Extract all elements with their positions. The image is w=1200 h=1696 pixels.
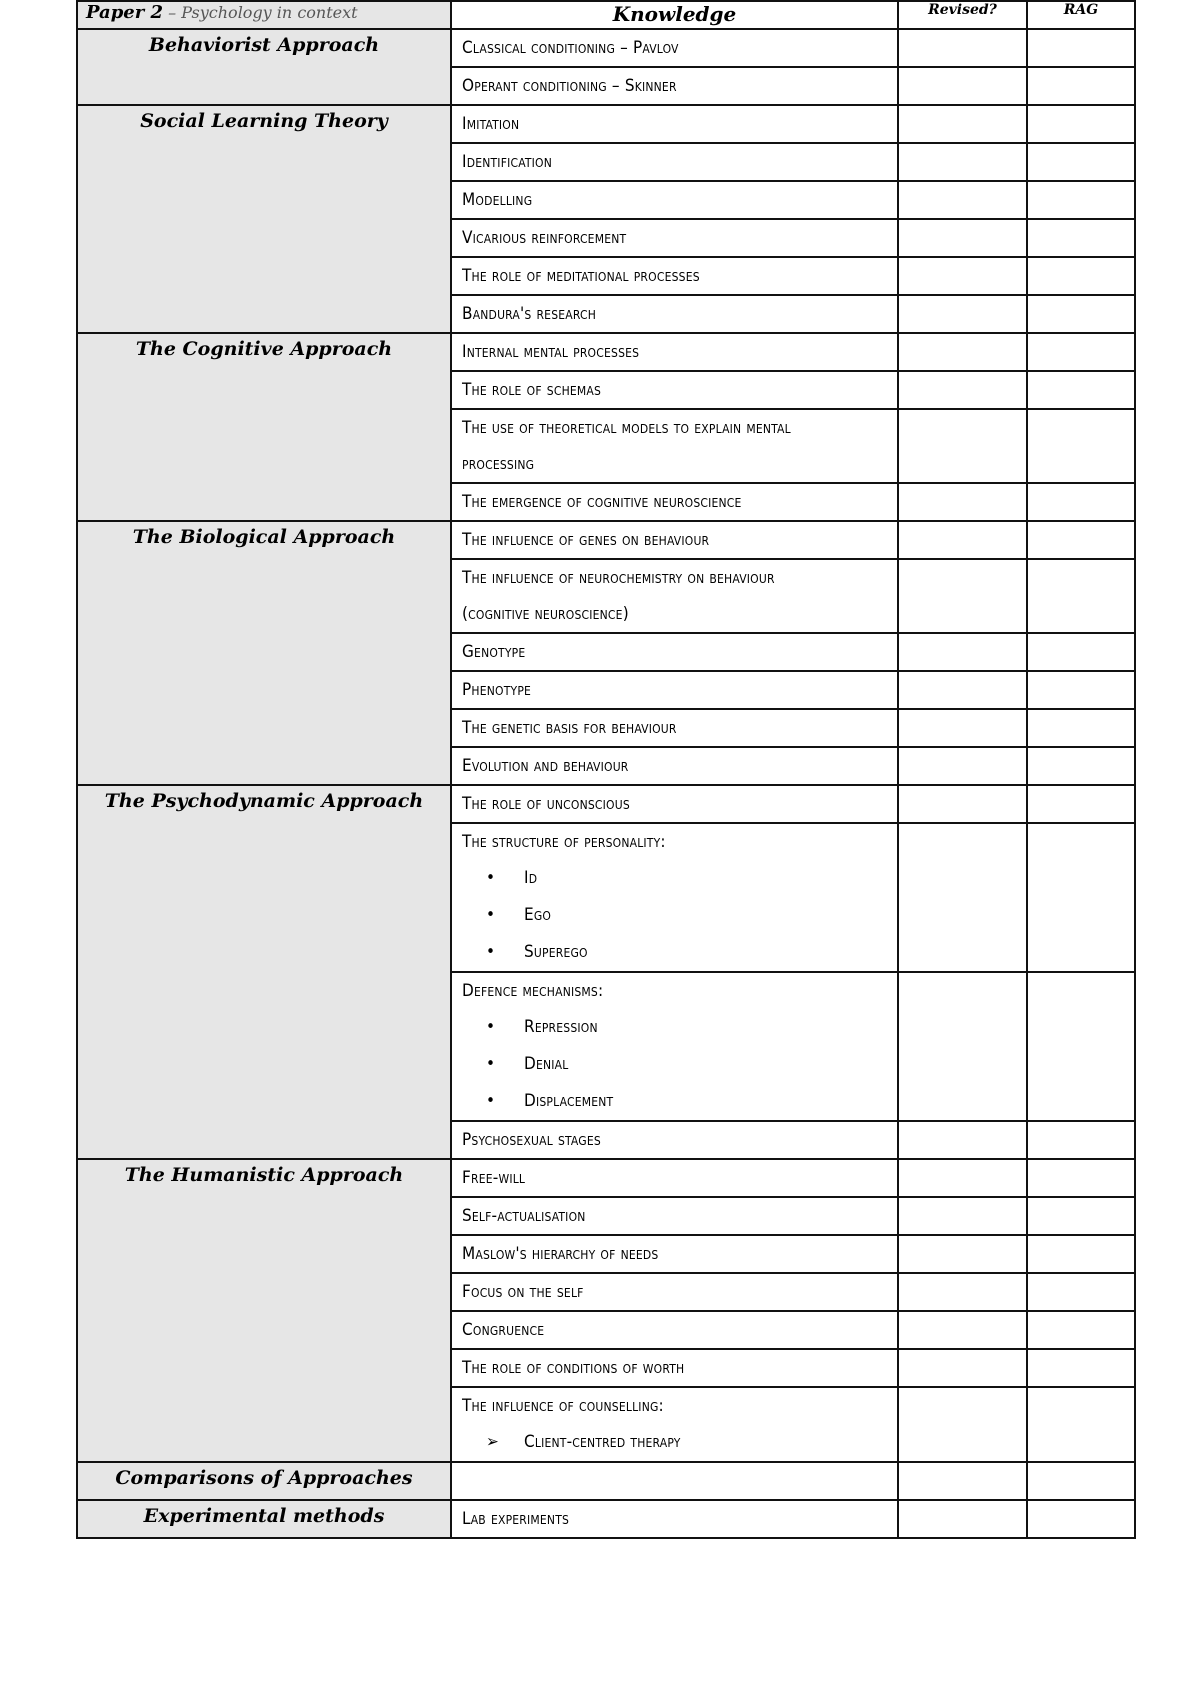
- revised-cell[interactable]: [898, 1235, 1027, 1273]
- bullet-text: Id: [524, 868, 538, 888]
- knowledge-text: processing: [462, 454, 535, 474]
- revised-cell[interactable]: [898, 1273, 1027, 1311]
- rag-cell[interactable]: [1027, 1121, 1135, 1159]
- topic-cell: Comparisons of Approaches: [77, 1462, 451, 1500]
- rag-cell[interactable]: [1027, 29, 1135, 67]
- bullet-item: [486, 1046, 897, 1083]
- knowledge-text: Free-will: [462, 1168, 526, 1188]
- revised-cell[interactable]: [898, 972, 1027, 1121]
- revised-cell[interactable]: [898, 483, 1027, 521]
- bullet-item: [486, 1424, 897, 1461]
- rag-cell[interactable]: [1027, 483, 1135, 521]
- bullet-item: [486, 934, 897, 971]
- revision-checklist-table: [76, 0, 1136, 1539]
- knowledge-cell: [451, 257, 898, 295]
- revised-cell[interactable]: [898, 181, 1027, 219]
- revised-cell[interactable]: [898, 333, 1027, 371]
- knowledge-text: Imitation: [462, 114, 520, 134]
- knowledge-cell: [451, 1159, 898, 1197]
- rag-cell[interactable]: [1027, 333, 1135, 371]
- knowledge-text: (cognitive neuroscience): [462, 604, 629, 624]
- knowledge-cell: [451, 1273, 898, 1311]
- revised-cell[interactable]: [898, 105, 1027, 143]
- knowledge-text: Operant conditioning – Skinner: [462, 76, 677, 96]
- knowledge-text: The role of meditational processes: [462, 266, 700, 286]
- rag-cell[interactable]: [1027, 671, 1135, 709]
- knowledge-text: The genetic basis for behaviour: [462, 718, 677, 738]
- revised-cell[interactable]: [898, 1387, 1027, 1462]
- knowledge-text: Classical conditioning – Pavlov: [462, 38, 679, 58]
- knowledge-text: Phenotype: [462, 680, 532, 700]
- table-row: [77, 521, 1135, 559]
- knowledge-cell: [451, 747, 898, 785]
- knowledge-text: The influence of genes on behaviour: [462, 530, 710, 550]
- bullet-icon: •: [486, 905, 496, 925]
- knowledge-text: Vicarious reinforcement: [462, 228, 627, 248]
- revised-cell[interactable]: [898, 823, 1027, 972]
- knowledge-text: Bandura's research: [462, 304, 597, 324]
- bullet-text: Repression: [524, 1017, 598, 1037]
- rag-cell[interactable]: [1027, 371, 1135, 409]
- knowledge-cell: [451, 1235, 898, 1273]
- revised-cell[interactable]: [898, 1121, 1027, 1159]
- knowledge-text: The emergence of cognitive neuroscience: [462, 492, 742, 512]
- knowledge-header: Knowledge: [451, 1, 898, 29]
- rag-cell[interactable]: [1027, 633, 1135, 671]
- rag-cell[interactable]: [1027, 295, 1135, 333]
- knowledge-text: Lab experiments: [462, 1509, 570, 1529]
- knowledge-text: Psychosexual stages: [462, 1130, 601, 1150]
- bullet-icon: •: [486, 1054, 496, 1074]
- knowledge-cell: [451, 371, 898, 409]
- knowledge-cell: [451, 972, 898, 1121]
- knowledge-text: Modelling: [462, 190, 533, 210]
- arrow-bullet-icon: ➢: [486, 1432, 500, 1452]
- topic-cell: Social Learning Theory: [77, 105, 451, 333]
- topic-cell: The Cognitive Approach: [77, 333, 451, 521]
- rag-cell[interactable]: [1027, 709, 1135, 747]
- revised-cell[interactable]: [898, 371, 1027, 409]
- rag-cell[interactable]: [1027, 1311, 1135, 1349]
- knowledge-cell: [451, 181, 898, 219]
- rag-cell[interactable]: [1027, 972, 1135, 1121]
- rag-cell[interactable]: [1027, 823, 1135, 972]
- revised-cell[interactable]: [898, 219, 1027, 257]
- knowledge-cell: [451, 521, 898, 559]
- table-row: [77, 333, 1135, 371]
- revised-cell[interactable]: [898, 29, 1027, 67]
- rag-cell[interactable]: [1027, 747, 1135, 785]
- rag-cell[interactable]: [1027, 143, 1135, 181]
- bullet-icon: •: [486, 942, 496, 962]
- bullet-text: Superego: [524, 942, 588, 962]
- rag-cell[interactable]: [1027, 105, 1135, 143]
- table-row: [77, 1159, 1135, 1197]
- topic-cell: The Humanistic Approach: [77, 1159, 451, 1462]
- knowledge-text: Genotype: [462, 642, 526, 662]
- bullet-icon: •: [486, 1091, 496, 1111]
- table-row: [77, 29, 1135, 67]
- knowledge-text: The influence of counselling:: [462, 1396, 664, 1416]
- knowledge-text: The use of theoretical models to explain mental: [462, 418, 791, 438]
- knowledge-cell: [451, 143, 898, 181]
- revised-cell[interactable]: [898, 1500, 1027, 1538]
- rag-cell[interactable]: [1027, 67, 1135, 105]
- knowledge-text: Self-actualisation: [462, 1206, 586, 1226]
- knowledge-cell: [451, 105, 898, 143]
- rag-cell[interactable]: [1027, 1500, 1135, 1538]
- knowledge-cell: [451, 219, 898, 257]
- revised-cell[interactable]: [898, 747, 1027, 785]
- knowledge-text: The structure of personality:: [462, 832, 666, 852]
- rag-header: RAG: [1027, 1, 1135, 29]
- revised-cell[interactable]: [898, 257, 1027, 295]
- bullet-text: Displacement: [524, 1091, 614, 1111]
- knowledge-cell: [451, 1500, 898, 1538]
- knowledge-text: The role of schemas: [462, 380, 602, 400]
- table-row: [77, 105, 1135, 143]
- bullet-text: Ego: [524, 905, 552, 925]
- knowledge-text: Congruence: [462, 1320, 545, 1340]
- revised-cell[interactable]: [898, 1311, 1027, 1349]
- revised-cell[interactable]: [898, 521, 1027, 559]
- revised-cell[interactable]: [898, 67, 1027, 105]
- bullet-item: [486, 860, 897, 897]
- revised-cell[interactable]: [898, 143, 1027, 181]
- topic-cell: Experimental methods: [77, 1500, 451, 1538]
- topic-cell: The Psychodynamic Approach: [77, 785, 451, 1159]
- knowledge-cell: [451, 785, 898, 823]
- knowledge-text: Internal mental processes: [462, 342, 640, 362]
- rag-cell[interactable]: [1027, 1462, 1135, 1500]
- knowledge-cell: [451, 29, 898, 67]
- knowledge-cell: [451, 559, 898, 633]
- bullet-item: [486, 1009, 897, 1046]
- bullet-list: [462, 1424, 897, 1461]
- revised-cell[interactable]: [898, 559, 1027, 633]
- rag-cell[interactable]: [1027, 1387, 1135, 1462]
- rag-cell[interactable]: [1027, 559, 1135, 633]
- revised-cell[interactable]: [898, 1462, 1027, 1500]
- knowledge-text: The role of unconscious: [462, 794, 630, 814]
- rag-cell[interactable]: [1027, 785, 1135, 823]
- rag-cell[interactable]: [1027, 181, 1135, 219]
- knowledge-cell: [451, 333, 898, 371]
- bullet-text: Client-centred therapy: [524, 1432, 681, 1452]
- bullet-text: Denial: [524, 1054, 569, 1074]
- bullet-icon: •: [486, 1017, 496, 1037]
- knowledge-text: Defence mechanisms:: [462, 981, 604, 1001]
- table-row: [77, 1500, 1135, 1538]
- paper-header: [77, 1, 451, 29]
- revised-cell[interactable]: [898, 671, 1027, 709]
- topic-cell: Behaviorist Approach: [77, 29, 451, 105]
- knowledge-text: The influence of neurochemistry on behaviour: [462, 568, 775, 588]
- revised-cell[interactable]: [898, 785, 1027, 823]
- knowledge-cell: [451, 1121, 898, 1159]
- table-row: [77, 1462, 1135, 1500]
- knowledge-text: Evolution and behaviour: [462, 756, 629, 776]
- knowledge-cell: [451, 1311, 898, 1349]
- table-row: [77, 785, 1135, 823]
- rag-cell[interactable]: [1027, 1273, 1135, 1311]
- revised-cell[interactable]: [898, 409, 1027, 483]
- bullet-item: [486, 1083, 897, 1120]
- bullet-list: [462, 860, 897, 971]
- knowledge-text: The role of conditions of worth: [462, 1358, 685, 1378]
- knowledge-cell: [451, 295, 898, 333]
- revised-cell[interactable]: [898, 1197, 1027, 1235]
- rag-cell[interactable]: [1027, 409, 1135, 483]
- header-row: [77, 1, 1135, 29]
- knowledge-text: Focus on the self: [462, 1282, 584, 1302]
- revised-cell[interactable]: [898, 295, 1027, 333]
- bullet-item: [486, 897, 897, 934]
- knowledge-text: Maslow's hierarchy of needs: [462, 1244, 659, 1264]
- knowledge-cell: [451, 409, 898, 483]
- bullet-icon: •: [486, 868, 496, 888]
- rag-cell[interactable]: [1027, 1235, 1135, 1273]
- bullet-list: [462, 1009, 897, 1120]
- paper-subtitle: – Psychology in context: [163, 3, 358, 22]
- rag-cell[interactable]: [1027, 1349, 1135, 1387]
- topic-cell: The Biological Approach: [77, 521, 451, 785]
- rag-cell[interactable]: [1027, 1197, 1135, 1235]
- knowledge-cell: [451, 709, 898, 747]
- rag-cell[interactable]: [1027, 257, 1135, 295]
- rag-cell[interactable]: [1027, 1159, 1135, 1197]
- rag-cell[interactable]: [1027, 219, 1135, 257]
- rag-cell[interactable]: [1027, 521, 1135, 559]
- knowledge-cell: [451, 1197, 898, 1235]
- revised-cell[interactable]: [898, 1159, 1027, 1197]
- knowledge-cell: [451, 1387, 898, 1462]
- revised-cell[interactable]: [898, 633, 1027, 671]
- revised-header: Revised?: [898, 1, 1027, 29]
- knowledge-cell: [451, 67, 898, 105]
- knowledge-text: Identification: [462, 152, 553, 172]
- knowledge-cell: [451, 483, 898, 521]
- knowledge-cell: [451, 671, 898, 709]
- revised-cell[interactable]: [898, 1349, 1027, 1387]
- revised-cell[interactable]: [898, 709, 1027, 747]
- knowledge-cell: [451, 633, 898, 671]
- knowledge-cell: [451, 823, 898, 972]
- paper-label: Paper 2: [86, 2, 164, 23]
- knowledge-cell: [451, 1349, 898, 1387]
- knowledge-cell: [451, 1462, 898, 1500]
